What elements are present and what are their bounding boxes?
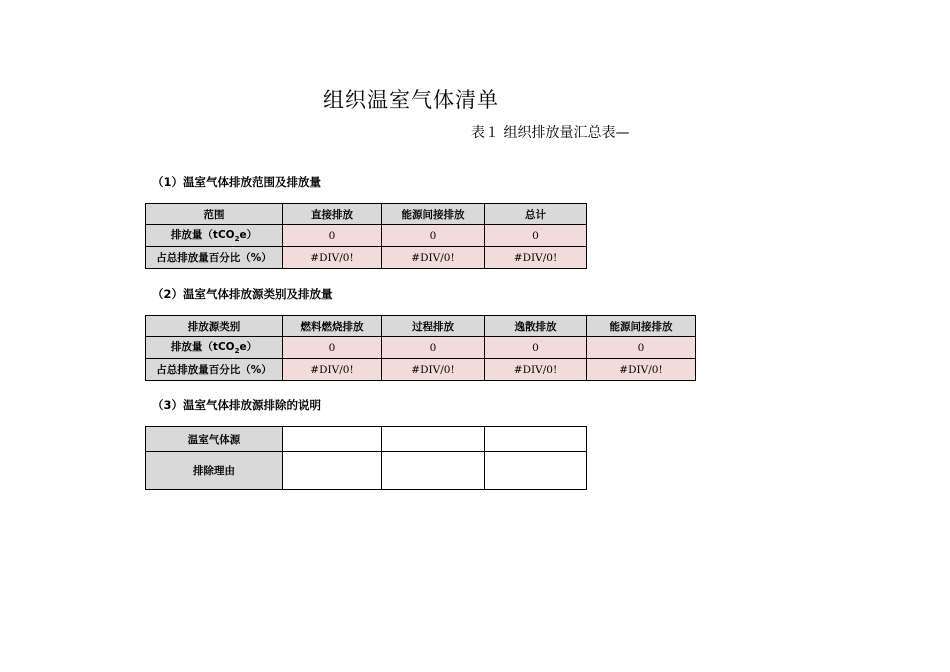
- value-cell[interactable]: 0: [485, 225, 587, 247]
- input-cell[interactable]: [485, 427, 587, 452]
- header-cell: 过程排放: [382, 316, 485, 337]
- input-cell[interactable]: [382, 427, 485, 452]
- header-cell: 总计: [485, 204, 587, 225]
- header-cell: 排放源类别: [146, 316, 283, 337]
- value-cell[interactable]: 0: [587, 337, 696, 359]
- section2-heading: （2）温室气体排放源类别及排放量: [152, 287, 333, 301]
- row-label-emissions: 排放量（tCO$_2$e）: [146, 337, 283, 359]
- value-cell[interactable]: 0: [283, 337, 382, 359]
- input-cell[interactable]: [485, 452, 587, 490]
- section1-heading: （1）温室气体排放范围及排放量: [152, 175, 321, 189]
- input-cell[interactable]: [283, 427, 382, 452]
- section3-heading: （3）温室气体排放源排除的说明: [152, 398, 321, 412]
- scope-emissions-table: [145, 203, 587, 269]
- input-cell[interactable]: [283, 452, 382, 490]
- value-cell[interactable]: 0: [382, 225, 485, 247]
- header-cell: 能源间接排放: [382, 204, 485, 225]
- value-cell[interactable]: #DIV/0!: [283, 247, 382, 269]
- header-cell: 逸散排放: [485, 316, 587, 337]
- value-cell[interactable]: #DIV/0!: [382, 247, 485, 269]
- value-cell[interactable]: 0: [283, 225, 382, 247]
- value-cell[interactable]: 0: [382, 337, 485, 359]
- page-title: 组织温室气体清单: [323, 88, 499, 112]
- source-category-table: [145, 315, 696, 381]
- value-cell[interactable]: #DIV/0!: [485, 359, 587, 381]
- value-cell[interactable]: 0: [485, 337, 587, 359]
- exclusion-table: [145, 426, 587, 490]
- value-cell[interactable]: #DIV/0!: [485, 247, 587, 269]
- header-cell: 直接排放: [283, 204, 382, 225]
- header-cell: 能源间接排放: [587, 316, 696, 337]
- value-cell[interactable]: #DIV/0!: [382, 359, 485, 381]
- value-cell[interactable]: #DIV/0!: [283, 359, 382, 381]
- header-cell: 范围: [146, 204, 283, 225]
- row-label-exclusion-reason: 排除理由: [146, 452, 283, 490]
- row-label-percentage: 占总排放量百分比（%）: [146, 359, 283, 381]
- row-label-emissions: 排放量（tCO$_2$e）: [146, 225, 283, 247]
- row-label-ghg-source: 温室气体源: [146, 427, 283, 452]
- header-cell: 燃料燃烧排放: [283, 316, 382, 337]
- row-label-percentage: 占总排放量百分比（%）: [146, 247, 283, 269]
- table-subtitle: 表１ 组织排放量汇总表—: [471, 125, 630, 141]
- value-cell[interactable]: #DIV/0!: [587, 359, 696, 381]
- input-cell[interactable]: [382, 452, 485, 490]
